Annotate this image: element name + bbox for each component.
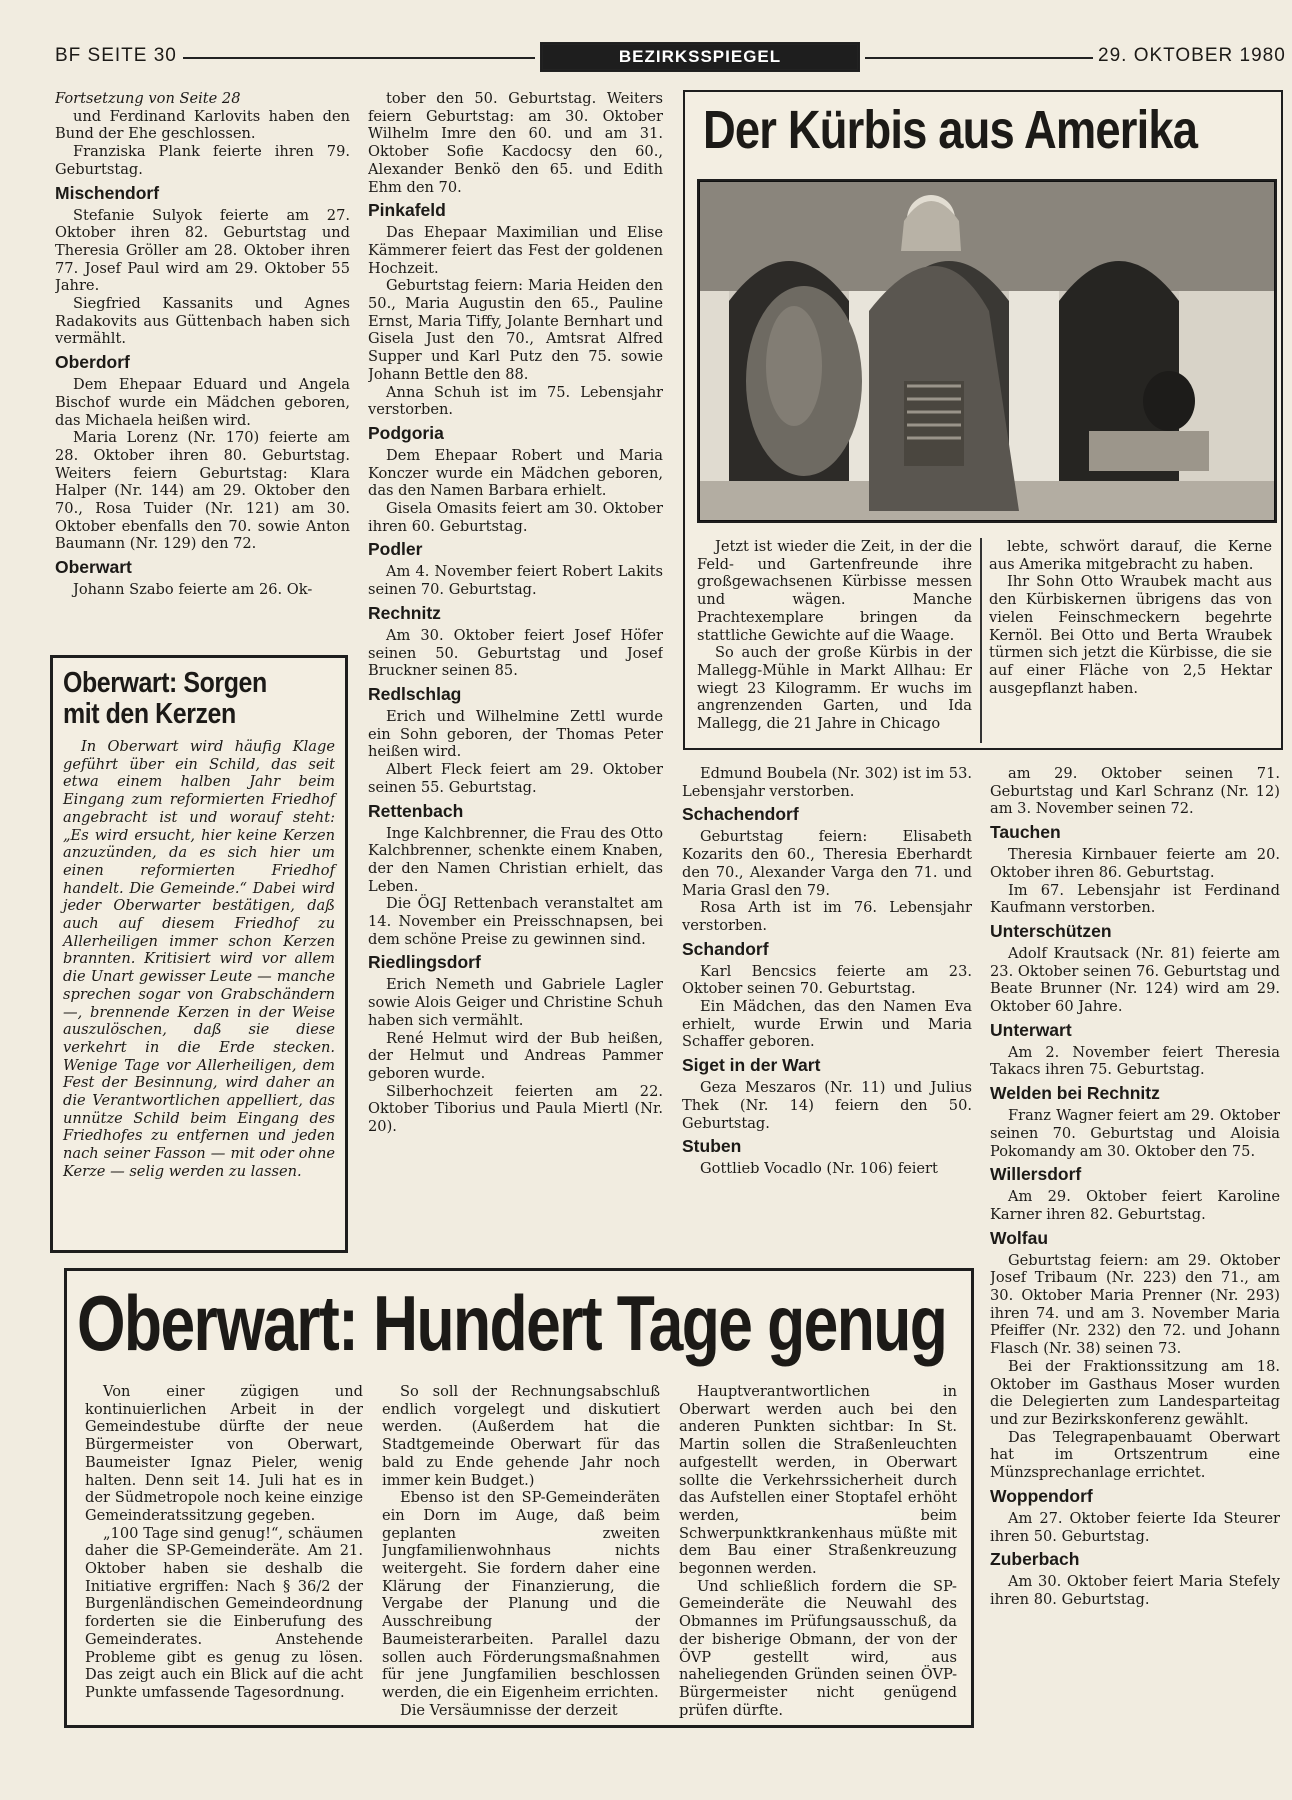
paragraph: Rosa Arth ist im 76. Lebensjahr verstorben.	[682, 899, 972, 934]
paragraph: Gisela Omasits feiert am 30. Oktober ihren 60. Geburtstag.	[368, 500, 663, 535]
paragraph: Das Ehepaar Maximilian und Elise Kämmerer feiert das Fest der goldenen Hochzeit.	[368, 224, 663, 277]
section-heading: Mischendorf	[55, 182, 160, 203]
section-heading: Unterwart	[990, 1019, 1072, 1040]
paragraph: Adolf Krautsack (Nr. 81) feierte am 23. Oktober seinen 76. Geburtstag und Beate Brunner (Nr. 124) wird am 29. Oktober 60 Jahre.	[990, 944, 1280, 1016]
section-heading: Riedlingsdorf	[368, 952, 481, 973]
paragraph: Dem Ehepaar Robert und Maria Konczer wurde ein Mädchen geboren, das den Namen Barbara erhielt.	[368, 446, 663, 500]
paragraph: Siegfried Kassanits und Agnes Radakovits aus Güttenbach haben sich vermählt.	[55, 295, 350, 348]
paragraph: Hauptverantwortlichen in Oberwart werden auch bei den anderen Punkten sichtbar: In St. Martin sollen die Straßenleuchten aufgestellt werden, in Oberwart sollte die Verkehrssicherheit durch das Aufstellen einer Stoptafel erhöht werden, beim Schwerpunktkrankenhaus müßte mit dem Bau einer Straßenkreuzung begonnen werden.	[679, 1383, 957, 1578]
section-heading: Podler	[368, 539, 423, 560]
paragraph: Ein Mädchen, das den Namen Eva erhielt, wurde Erwin und Maria Schaffer geboren.	[682, 998, 972, 1051]
hundert-col-a	[85, 1383, 363, 1721]
issue-date: 29. OKTOBER 1980	[1098, 45, 1286, 66]
kuerbis-caption-right	[989, 538, 1272, 745]
paragraph: So auch der große Kürbis in der Mallegg-Mühle in Markt Allhau: Er wiegt 23 Kilogramm. Er wuchs im angrenzenden Garten, und Ida Mallegg, die 21 Jahre in Chicago	[697, 644, 972, 733]
paragraph: Am 2. November feiert Theresia Takacs ihren 75. Geburtstag.	[990, 1043, 1280, 1079]
paragraph: Ihr Sohn Otto Wraubek macht aus den Kürbiskernen übrigens das von vielen Feinschmeckern begehrte Kernöl. Bei Otto und Berta Wraubek türmen sich jetzt die Kürbisse, die sie auf einer Fläche von 2,5 Hektar ausgepflanzt haben.	[989, 573, 1272, 697]
section-heading: Oberdorf	[55, 352, 130, 373]
paragraph: Jetzt ist wieder die Zeit, in der die Feld- und Gartenfreunde ihre großgewachsenen Kürbisse messen und wägen. Manche Prachtexemplare bringen da stattliche Gewichte auf die Waage.	[697, 538, 972, 644]
paragraph: Franziska Plank feierte ihren 79. Geburtstag.	[55, 143, 350, 178]
paragraph: Edmund Boubela (Nr. 302) ist im 53. Lebensjahr verstorben.	[682, 765, 972, 800]
kuerbis-caption-left	[697, 538, 972, 745]
col1-sections	[55, 183, 350, 599]
header-rule-left	[183, 57, 535, 59]
paragraph: Geburtstag feiern: Maria Heiden den 50., Maria Augustin den 65., Pauline Ernst, Maria Tiffy, Jolante Bernhart und Gisela Just den 70., Amtsrat Alfred Supper und Karl Putz den 75. sowie Johann Bettle den 88.	[368, 277, 663, 383]
paragraph: Erich und Wilhelmine Zettl wurde ein Sohn geboren, der Thomas Peter heißen wird.	[368, 707, 663, 761]
hundert-col-c	[679, 1383, 957, 1721]
paragraph: am 29. Oktober seinen 71. Geburtstag und Karl Schranz (Nr. 12) am 3. November seinen 72.	[990, 765, 1280, 818]
section-heading: Rettenbach	[368, 800, 464, 821]
section-heading: Stuben	[682, 1136, 742, 1157]
paragraph: Von einer zügigen und kontinuierlichen Arbeit in der Gemeindestube dürfte der neue Bürgermeister von Oberwart, Baumeister Ignaz Pieler, wenig halten. Denn seit 14. Juli hat es in der Südmetropole noch keine einzige Gemeinderatssitzung gegeben.	[85, 1383, 363, 1524]
paragraph: Am 30. Oktober feiert Josef Höfer seinen 50. Geburtstag und Josef Bruckner seinen 85.	[368, 626, 663, 680]
paragraph: Am 29. Oktober feiert Karoline Karner ihren 82. Geburtstag.	[990, 1188, 1280, 1223]
column-2	[368, 90, 663, 1265]
paragraph: Ebenso ist den SP-Gemeinderäten ein Dorn im Auge, daß beim geplanten zweiten Jungfamilienwohnhaus nichts weitergeht. Sie fordern daher eine Klärung der Finanzierung, die Vergabe der Planung und die Ausschreibung der Baumeisterarbeiten. Parallel dazu sollen auch Förderungsmaßnahmen für jene Jungfamilien beschlossen werden, die ein Eigenheim errichten.	[382, 1489, 660, 1701]
paragraph: Theresia Kirnbauer feierte am 20. Oktober ihren 86. Geburtstag.	[990, 846, 1280, 881]
column-1	[55, 90, 350, 645]
section-heading: Unterschützen	[990, 920, 1112, 941]
paragraph: Geburtstag feiern: Elisabeth Kozarits den 60., Theresia Eberhardt den 70., Alexander Varga den 71. und Maria Grasl den 79.	[682, 828, 972, 899]
hundert-tage-article-box	[64, 1268, 974, 1728]
pumpkin-photo	[697, 179, 1277, 523]
paragraph: Johann Szabo feierte am 26. Ok-	[73, 581, 313, 599]
section-heading: Podgoria	[368, 422, 444, 443]
paragraph: Karl Bencsics feierte am 23. Oktober seinen 70. Geburtstag.	[682, 962, 972, 998]
section-heading: Schachendorf	[682, 804, 799, 825]
page-number: BF SEITE 30	[55, 45, 177, 66]
section-heading: Rechnitz	[368, 602, 441, 623]
section-heading: Willersdorf	[990, 1164, 1082, 1185]
hundert-tage-headline: Oberwart: Hundert Tage genug	[77, 1279, 947, 1367]
header-rule-right	[865, 57, 1093, 59]
paragraph: Das Telegrapenbauamt Oberwart hat im Ortszentrum eine Münzsprechanlage errichtet.	[990, 1428, 1280, 1482]
section-heading: Schandorf	[682, 938, 769, 959]
paragraph: Gottlieb Vocadlo (Nr. 106) feiert	[700, 1160, 938, 1178]
col1-intro	[55, 108, 350, 179]
page-header	[55, 42, 1292, 70]
section-heading: Redlschlag	[368, 683, 462, 704]
kuerbis-title: Der Kürbis aus Amerika	[703, 100, 1198, 160]
col3-sections	[682, 804, 972, 1178]
section-heading: Tauchen	[990, 822, 1061, 843]
col4-intro	[990, 765, 1280, 818]
paragraph: Und schließlich fordern die SP-Gemeinderäte die Neuwahl des Obmannes im Prüfungsausschuß, da der bisherige Obmann, der von der ÖVP gestellt wird, aus naheliegenden Gründen seinen ÖVP-Bürgermeister nicht genügend prüfen dürfte.	[679, 1577, 957, 1719]
paragraph: Stefanie Sulyok feierte am 27. Oktober ihren 82. Geburtstag und Theresia Gröller am 28. Oktober ihren 77. Josef Paul wird am 29. Oktober 55 Jahre.	[55, 206, 350, 295]
kerzen-title-line1: Oberwart: Sorgen	[63, 667, 267, 699]
paragraph: Albert Fleck feiert am 29. Oktober seinen 55. Geburtstag.	[368, 761, 663, 796]
col2-sections	[368, 200, 663, 1136]
section-heading: Zuberbach	[990, 1549, 1080, 1570]
paragraph: tober den 50. Geburtstag. Weiters feiern Geburtstag: am 30. Oktober Wilhelm Imre den 60. und am 31. Oktober Sofie Kacdocsy den 60., Alexander Benkö den 65. und Edith Ehm den 70.	[368, 90, 663, 196]
paragraph: Am 27. Oktober feierte Ida Steurer ihren 50. Geburtstag.	[990, 1509, 1280, 1545]
col4-sections	[990, 822, 1280, 1609]
section-heading: Siget in der Wart	[682, 1055, 821, 1076]
section-heading: Wolfau	[990, 1227, 1049, 1248]
caption-divider	[980, 538, 982, 743]
kerzen-body	[63, 738, 335, 1181]
paragraph: Die ÖGJ Rettenbach veranstaltet am 14. November ein Preisschnapsen, bei dem schöne Preise zu gewinnen sind.	[368, 895, 663, 948]
paragraph: Im 67. Lebensjahr ist Ferdinand Kaufmann verstorben.	[990, 881, 1280, 917]
kerzen-article-box	[50, 655, 348, 1253]
paragraph: Maria Lorenz (Nr. 170) feierte am 28. Oktober ihren 80. Geburtstag. Weiters feiern Geburtstag: Klara Halper (Nr. 144) am 29. Oktober den 70., Rosa Tuider (Nr. 121) am 30. Oktober ebenfalls den 70. sowie Anton Baumann (Nr. 129) den 72.	[55, 429, 350, 553]
photo-woman-with-giant-pumpkin-icon	[699, 181, 1275, 521]
hundert-col-b	[382, 1383, 660, 1721]
col3-intro	[682, 765, 972, 800]
paragraph: lebte, schwört darauf, die Kerne aus Amerika mitgebracht zu haben.	[989, 538, 1272, 573]
section-heading: Woppendorf	[990, 1485, 1093, 1506]
paragraph: Bei der Fraktionssitzung am 18. Oktober im Gasthaus Moser wurden die Delegierten zum Landesparteitag und zur Bezirkskonferenz gewählt.	[990, 1357, 1280, 1428]
paragraph: Inge Kalchbrenner, die Frau des Otto Kalchbrenner, schenkte einem Knaben, der den Namen Christian erhielt, das Leben.	[368, 824, 663, 895]
column-3	[682, 765, 972, 1265]
paragraph: René Helmut wird der Bub heißen, der Helmut und Andreas Pammer geboren wurde.	[368, 1029, 663, 1082]
continuation-note: Fortsetzung von Seite 28	[55, 90, 241, 107]
paragraph: Am 30. Oktober feiert Maria Stefely ihren 80. Geburtstag.	[990, 1573, 1280, 1608]
paragraph: Die Versäumnisse der derzeit	[400, 1701, 618, 1719]
paragraph: Am 4. November feiert Robert Lakits seinen 70. Geburtstag.	[368, 563, 663, 599]
paragraph: Geburtstag feiern: am 29. Oktober Josef Tribaum (Nr. 223) den 71., am 30. Oktober Maria Prenner (Nr. 293) ihren 74. und am 3. November Maria Pfeiffer (Nr. 232) den 72. und Johann Flasch (Nr. 38) seinen 73.	[990, 1251, 1280, 1358]
section-label: BEZIRKSSPIEGEL	[540, 42, 860, 72]
paragraph: Anna Schuh ist im 75. Lebensjahr verstorben.	[368, 383, 663, 419]
paragraph: „100 Tage sind genug!“, schäumen daher die SP-Gemeinderäte. Am 21. Oktober haben sie deshalb die Initiative ergriffen: Nach § 36/2 der Burgenländischen Gemeindeordnung forderten sie die Einberufung des Gemeinderates. Anstehende Probleme gibt es genug zu lösen. Das zeigt auch ein Blick auf die acht Punkte umfassende Tagesordnung.	[85, 1524, 363, 1701]
paragraph: und Ferdinand Karlovits haben den Bund der Ehe geschlossen.	[55, 107, 350, 143]
paragraph: In Oberwart wird häufig Klage geführt über ein Schild, das seit etwa einem halben Jahr beim Eingang zum reformierten Friedhof angebracht ist und worauf steht: „Es wird ersucht, hier keine Kerzen anzuzünden, da es sich hier um einen reformierten Friedhof handelt. Die Gemeinde.“ Dabei wird jeder Oberwarter bestätigen, daß auch auf diesem Friedhof zu Allerheiligen immer schon Kerzen brannten. Kritisiert wird vor allem die Unart gewisser Leute — manche sprechen sogar von Grabschändern —, brennende Kerzen in der Weise auszulöschen, daß sie diese verkehrt in die Erde stecken. Wenige Tage vor Allerheiligen, dem Fest der Besinnung, wird daher an die Verantwortlichen appelliert, das unnütze Schild beim Eingang des Friedhofes zu entfernen und jeden nach seiner Fasson — mit oder ohne Kerze — selig werden zu lassen.	[63, 738, 335, 1180]
column-4	[990, 765, 1280, 1795]
section-heading: Welden bei Rechnitz	[990, 1083, 1160, 1104]
paragraph: Erich Nemeth und Gabriele Lagler sowie Alois Geiger und Christine Schuh haben sich vermählt.	[368, 976, 663, 1029]
paragraph: So soll der Rechnungsabschluß endlich vorgelegt und diskutiert werden. (Außerdem hat die Stadtgemeinde Oberwart für das bald zu Ende gehende Jahr noch immer kein Budget.)	[382, 1383, 660, 1489]
col2-intro	[368, 90, 663, 196]
paragraph: Geza Meszaros (Nr. 11) und Julius Thek (Nr. 14) feiern den 50. Geburtstag.	[682, 1079, 972, 1132]
section-heading: Pinkafeld	[368, 200, 446, 221]
paragraph: Franz Wagner feiert am 29. Oktober seinen 70. Geburtstag und Aloisia Pokomandy am 30. Oktober den 75.	[990, 1107, 1280, 1160]
paragraph: Dem Ehepaar Eduard und Angela Bischof wurde ein Mädchen geboren, das Michaela heißen wird.	[55, 376, 350, 429]
paragraph: Silberhochzeit feierten am 22. Oktober Tiborius und Paula Miertl (Nr. 20).	[368, 1082, 663, 1136]
section-heading: Oberwart	[55, 557, 132, 578]
kerzen-title-line2: mit den Kerzen	[63, 698, 236, 730]
